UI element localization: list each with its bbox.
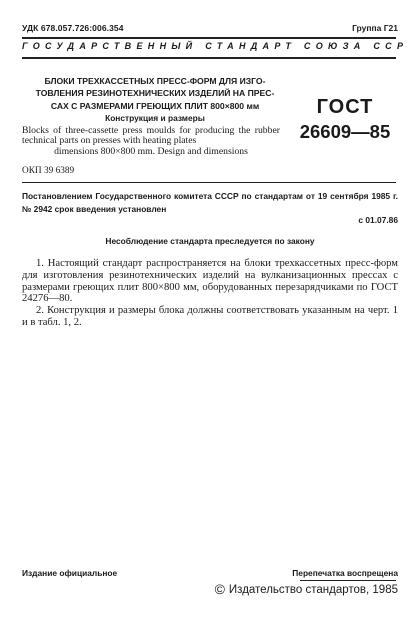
okp-rule (22, 182, 396, 183)
copyright-text: Издательство стандартов, 1985 (228, 584, 398, 596)
gost-designation (292, 96, 398, 143)
title-ru-line-2: ТОВЛЕНИЯ РЕЗИНОТЕХНИЧЕСКИХ ИЗДЕЛИЙ НА ПРЕС- (35, 88, 275, 99)
title-en (22, 126, 280, 157)
okp-code: ОКП 39 6389 (22, 166, 75, 176)
heading-rule (22, 57, 396, 59)
reprint-notice: Перепечатка воспрещена (292, 568, 398, 578)
group-code: Группа Г21 (352, 23, 398, 33)
gost-number: 26609—85 (299, 121, 391, 142)
effective-date: с 01.07.86 (358, 215, 398, 225)
title-ru-subtitle: Конструкция и размеры (105, 113, 205, 123)
title-en-line-1: Blocks of three-cassette press moulds for producing the (22, 125, 251, 136)
title-ru-line-1: БЛОКИ ТРЕХКАССЕТНЫХ ПРЕСС-ФОРМ ДЛЯ ИЗГО- (44, 76, 266, 86)
udk-code: УДК 678.057.726:006.354 (22, 23, 124, 33)
title-ru (30, 75, 280, 112)
body-text (22, 258, 398, 329)
copyright (215, 581, 398, 597)
official-edition: Издание официальное (22, 568, 118, 578)
title-ru-line-3: САХ С РАЗМЕРАМИ ГРЕЮЩИХ ПЛИТ 800×800 мм (50, 100, 260, 111)
copyright-icon: © (214, 581, 225, 597)
decree-text: Постановлением Государственного комитета СССР по стандартам от 19 сентября 1985 г. № 2942 срок введения установлен (22, 191, 398, 214)
title-en-line-2: rubber technical parts on presses with heating plates (22, 125, 281, 147)
state-standard-heading: ГОСУДАРСТВЕННЫЙ СТАНДАРТ СОЮЗА ССР (22, 41, 409, 51)
paragraph-2: 2. Конструкция и размеры блока должны соответствовать указанным на черт. 1 и в табл. 1, 2. (22, 305, 398, 328)
title-en-line-3: dimensions 800×800 mm. Design and dimensions (54, 145, 248, 157)
non-compliance-notice: Несоблюдение стандарта преследуется по закону (105, 236, 315, 246)
top-rule (22, 37, 396, 39)
paragraph-1: 1. Настоящий стандарт распространяется на блоки трехкассетных пресс-форм для изготовления резинотехнических изделий на вулканизационных прессах с размерами греющих плит 800×800 мм, оборудованных перезарядчиками по ГОСТ 24276—80. (22, 258, 398, 305)
gost-label: ГОСТ (316, 96, 374, 118)
